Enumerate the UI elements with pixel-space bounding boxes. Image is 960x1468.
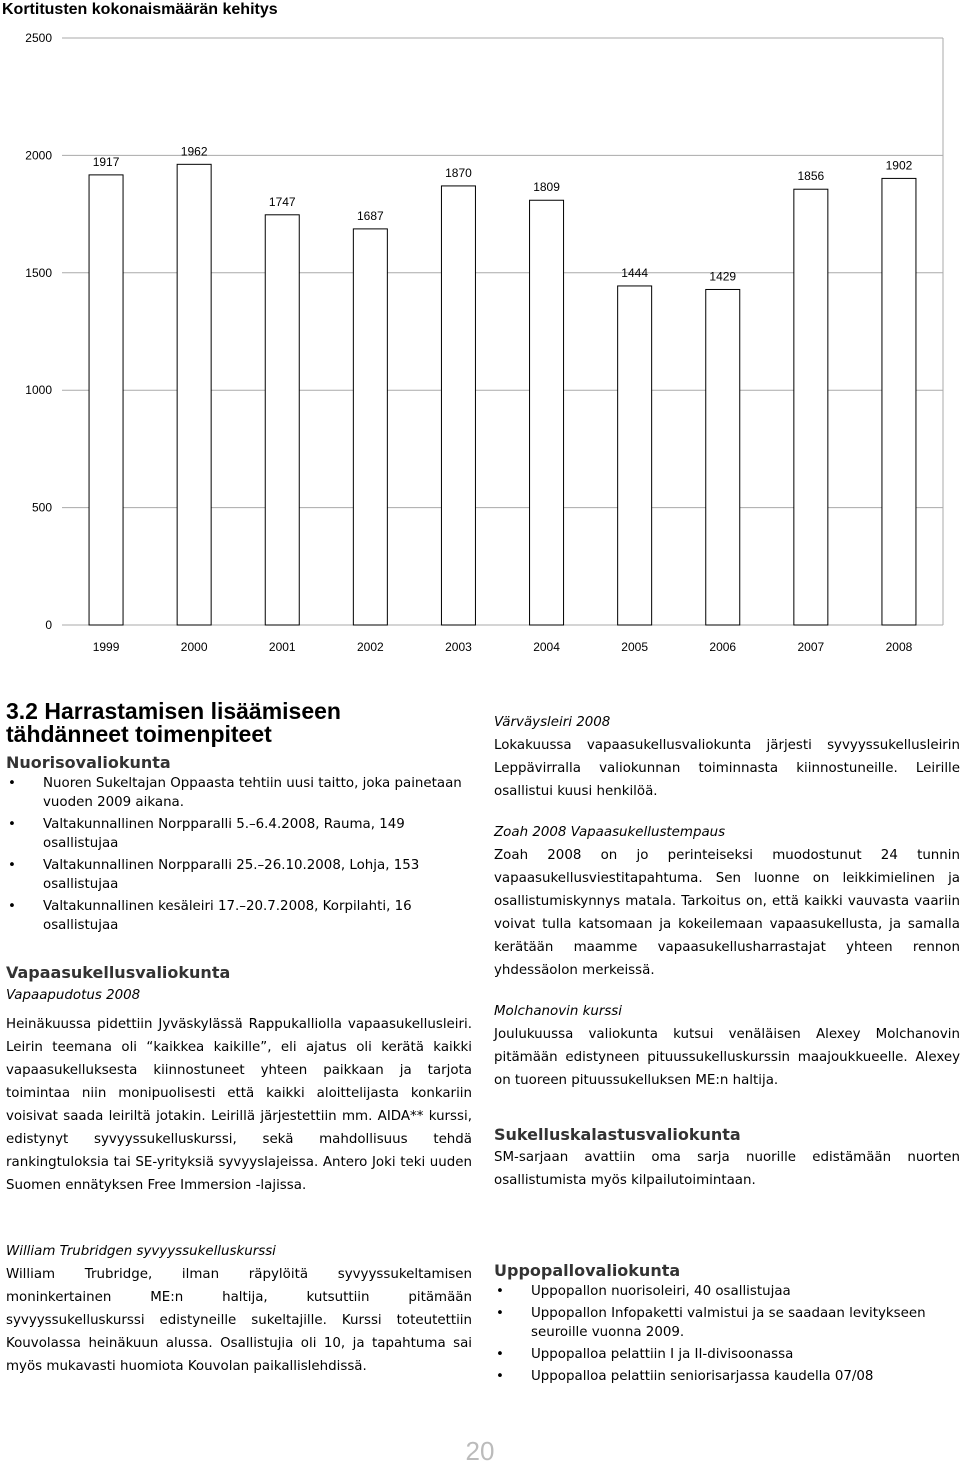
bar xyxy=(265,215,299,625)
chart-title: Kortitusten kokonaismäärän kehitys xyxy=(2,1,278,18)
list-item xyxy=(494,1282,960,1301)
list-item xyxy=(494,1345,960,1364)
list-item-text: Uppopalloa pelattiin seniorisarjassa kaudella 07/08 xyxy=(531,1369,874,1384)
left-column xyxy=(6,700,472,1197)
data-label: 1917 xyxy=(92,154,120,169)
bar xyxy=(177,164,211,625)
y-tick-label: 0 xyxy=(45,618,52,632)
list-item xyxy=(494,1304,960,1342)
trubridge-subheading: William Trubridgen syvyyssukelluskurssi xyxy=(6,1244,276,1259)
x-tick-label: 2003 xyxy=(445,640,472,654)
data-label: 1902 xyxy=(885,158,913,173)
list-item xyxy=(6,856,472,894)
bar xyxy=(530,200,564,625)
y-tick-label: 2500 xyxy=(25,31,52,45)
zoah-subheading: Zoah 2008 Vapaasukellustempaus xyxy=(494,825,726,840)
bar xyxy=(353,229,387,625)
vapaapudotus-subheading: Vapaapudotus 2008 xyxy=(6,988,141,1003)
section-heading-line-1: 3.2 Harrastamisen lisäämiseen xyxy=(6,698,341,724)
bullet-icon: • xyxy=(496,1284,504,1299)
y-axis-ticks xyxy=(25,31,52,632)
uppopallovaliokunta-heading: Uppopallovaliokunta xyxy=(494,1261,681,1280)
list-item-text: Valtakunnallinen Norpparalli 5.–6.4.2008, Rauma, 149 osallistujaa xyxy=(43,817,405,851)
list-item xyxy=(6,774,472,812)
x-tick-label: 2004 xyxy=(533,640,560,654)
data-label: 1429 xyxy=(709,269,737,284)
bar xyxy=(882,178,916,625)
varvaysleiri-paragraph: Lokakuussa vapaasukellusvaliokunta järjesti syvyyssukellusleirin Leppävirralla valiokunnan toiminnasta kiinnostuneille. Leirille osallistui kuusi henkilöä. xyxy=(494,738,960,799)
bullet-icon: • xyxy=(8,858,16,873)
x-tick-label: 2006 xyxy=(709,640,737,654)
bullet-icon: • xyxy=(8,817,16,832)
x-tick-label: 2001 xyxy=(268,640,296,654)
list-item-text: Uppopallon Infopaketti valmistui ja se saadaan levitykseen seuroille vuonna 2009. xyxy=(531,1306,926,1340)
bullet-icon: • xyxy=(8,776,16,791)
bullet-icon: • xyxy=(496,1369,504,1384)
x-tick-label: 2008 xyxy=(885,640,913,654)
data-label: 1962 xyxy=(180,144,208,159)
x-axis-ticks xyxy=(93,640,913,654)
page-number: 20 xyxy=(465,1436,495,1466)
zoah-paragraph: Zoah 2008 on jo perinteiseksi muodostunut 24 tunnin vapaasukellusviestitapahtuma. Sen luonne on leikkimielinen ja osallistumiskynnys matala. Tarkoitus on, että kaikki vauvasta vaariin voivat tulla katsomaan ja kokeilemaan vapaasukellusta, ja samalla kerätään maamme vapaasukellusharrastajat yhteen rennon yhdessäolon merkeissä. xyxy=(494,848,960,978)
bullet-icon: • xyxy=(8,899,16,914)
sukelluskalastusvaliokunta-heading: Sukelluskalastusvaliokunta xyxy=(494,1125,741,1144)
data-label: 1444 xyxy=(621,265,649,280)
section-heading xyxy=(6,700,472,746)
list-item-text: Uppopallon nuorisoleiri, 40 osallistujaa xyxy=(531,1284,791,1299)
right-column-bottom xyxy=(494,1260,960,1389)
list-item xyxy=(6,815,472,853)
bar xyxy=(89,175,123,625)
sukelluskalastus-paragraph: SM-sarjaan avattiin oma sarja nuorille edistämään nuorten osallistumista myös kilpailutoimintaan. xyxy=(494,1150,960,1188)
molchanov-subheading: Molchanovin kurssi xyxy=(494,1004,623,1019)
x-tick-label: 2000 xyxy=(180,640,208,654)
list-item xyxy=(6,897,472,935)
bar-chart xyxy=(0,0,960,690)
x-tick-label: 2005 xyxy=(621,640,649,654)
vapaasukellusvaliokunta-heading: Vapaasukellusvaliokunta xyxy=(6,963,231,982)
bar xyxy=(794,189,828,625)
uppopallovaliokunta-list xyxy=(494,1282,960,1386)
bar xyxy=(441,186,475,625)
data-label: 1870 xyxy=(445,165,472,180)
nuorisovaliokunta-list xyxy=(6,774,472,935)
list-item-text: Nuoren Sukeltajan Oppaasta tehtiin uusi taitto, joka painetaan vuoden 2009 aikana. xyxy=(43,776,462,810)
vapaapudotus-paragraph: Heinäkuussa pidettiin Jyväskylässä Rappukalliolla vapaasukellusleiri. Leirin teemana oli “kaikkea kaikille”, eli ajatus oli kerätä kaikki vapaasukelluksesta kiinnostuneet yhteen paikkaan ja tarjota toimintaa niin monipuolisesti että kaikki aloittelijasta konkariin voisivat saada leiriltä jotakin. Leirillä järjestettiin mm. AIDA** kurssi, edistynyt syvyyssukelluskurssi, sekä mahdollisuus tehdä rankingtuloksia tai SE-yrityksiä syvyyslajeissa. Antero Joki teki uuden Suomen ennätyksen Free Immersion -lajissa. xyxy=(6,1017,472,1193)
list-item-text: Valtakunnallinen Norpparalli 25.–26.10.2008, Lohja, 153 osallistujaa xyxy=(43,858,420,892)
data-label: 1809 xyxy=(533,180,560,195)
list-item xyxy=(494,1367,960,1386)
molchanov-paragraph: Joulukuussa valiokunta kutsui venäläisen Alexey Molchanovin pitämään edistyneen pituussukelluskurssin maajoukkueelle. Alexey on tuoreen pituussukelluksen ME:n haltija. xyxy=(494,1027,960,1088)
left-column-bottom xyxy=(6,1240,472,1378)
right-column xyxy=(494,711,960,1192)
x-tick-label: 2007 xyxy=(797,640,825,654)
y-tick-label: 1000 xyxy=(25,383,52,398)
nuorisovaliokunta-heading: Nuorisovaliokunta xyxy=(6,753,171,772)
bullet-icon: • xyxy=(496,1306,504,1321)
bar xyxy=(618,286,652,625)
x-tick-label: 1999 xyxy=(92,640,120,654)
data-label: 1747 xyxy=(268,194,296,209)
y-tick-label: 2000 xyxy=(25,148,52,163)
list-item-text: Uppopalloa pelattiin I ja II-divisoonassa xyxy=(531,1347,794,1362)
data-label: 1856 xyxy=(797,169,825,184)
section-heading-line-2: tähdänneet toimenpiteet xyxy=(6,721,272,747)
bar xyxy=(706,289,740,625)
data-label: 1687 xyxy=(356,208,384,223)
bullet-icon: • xyxy=(496,1347,504,1362)
list-item-text: Valtakunnallinen kesäleiri 17.–20.7.2008, Korpilahti, 16 osallistujaa xyxy=(43,899,412,933)
y-tick-label: 1500 xyxy=(25,265,52,280)
varvaysleiri-subheading: Värväysleiri 2008 xyxy=(494,715,611,730)
bars xyxy=(89,144,916,625)
y-tick-label: 500 xyxy=(31,500,52,515)
trubridge-paragraph: William Trubridge, ilman räpylöitä syvyyssukeltamisen moninkertainen ME:n haltija, kutsuttiin pitämään syvyyssukelluskurssi edistyneille sukeltajille. Kurssi toteutettiin Kouvolassa heinäkuun alussa. Osallistujia oli 10, ja tapahtuma sai myös mukavasti huomiota Kouvolan paikallislehdissä. xyxy=(6,1267,472,1374)
x-tick-label: 2002 xyxy=(356,640,384,654)
